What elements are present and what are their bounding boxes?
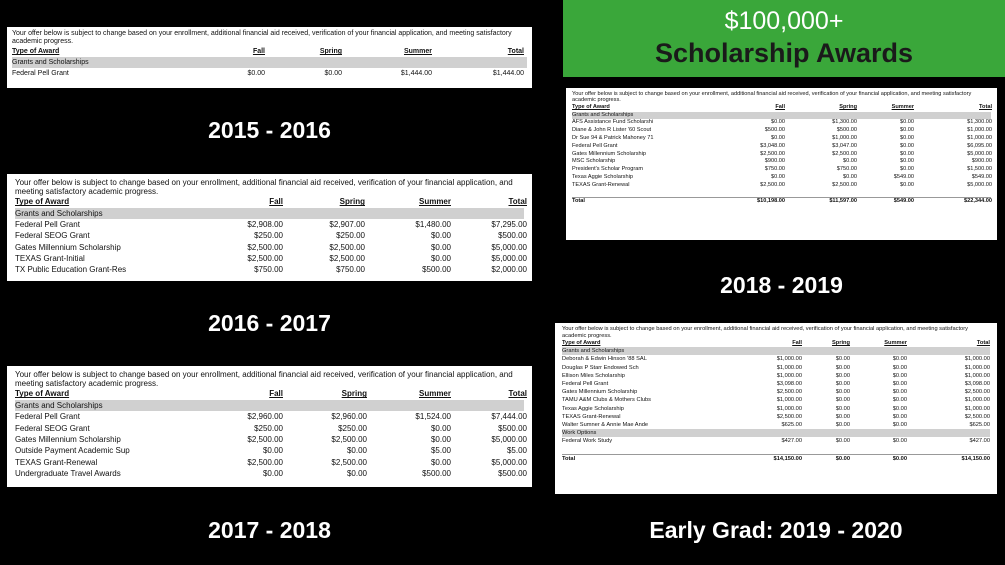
summer-amount: $0.00	[892, 438, 907, 445]
spring-amount: $0.00	[346, 469, 367, 479]
table-row	[572, 127, 991, 135]
total-amount: $3,098.00	[964, 381, 990, 388]
table-row	[562, 405, 990, 413]
award-name: Type of Award	[15, 197, 70, 207]
fall-amount: $10,198.00	[757, 198, 785, 205]
total-amount: $5,000.00	[491, 253, 527, 263]
table-row	[572, 135, 991, 143]
table-row	[572, 143, 991, 151]
spring-amount: $2,500.00	[331, 457, 367, 467]
spring-amount: $0.00	[835, 372, 850, 379]
total-amount: $1,500.00	[967, 166, 992, 173]
total-amount: Total	[979, 103, 992, 110]
award-name: Gates Millennium Scholarship	[15, 434, 121, 444]
table-row	[15, 445, 527, 456]
fall-amount: $500.00	[764, 127, 785, 134]
summer-amount: $0.00	[892, 389, 907, 396]
summer-amount: Summer	[403, 48, 432, 56]
total-amount: $1,444.00	[492, 70, 524, 78]
fall-amount: $0.00	[262, 469, 283, 479]
total-amount: $900.00	[971, 158, 992, 165]
spring-amount: Spring	[319, 48, 342, 56]
fall-amount: $750.00	[764, 166, 785, 173]
table-row	[562, 355, 990, 363]
scholarship-banner	[563, 0, 1005, 77]
table-row	[562, 396, 990, 404]
award-name: Walter Sumner & Annie Mae Ande	[562, 421, 649, 428]
fall-amount: $2,960.00	[247, 412, 283, 422]
total-amount: $549.00	[971, 174, 992, 181]
total-amount: $22,344.00	[964, 198, 992, 205]
summer-amount: $0.00	[900, 135, 914, 142]
table-row	[562, 380, 990, 388]
summer-amount: $0.00	[900, 181, 914, 188]
award-name: Total	[562, 455, 576, 462]
award-table	[15, 196, 527, 275]
total-amount: $625.00	[969, 421, 990, 428]
spring-amount: $0.00	[835, 455, 850, 462]
caption-2019: Early Grad: 2019 - 2020	[649, 517, 903, 543]
spring-amount: $0.00	[835, 356, 850, 363]
award-name: Texas Aggie Scholarship	[562, 405, 624, 412]
spring-amount: $0.00	[835, 389, 850, 396]
fall-amount: $2,500.00	[247, 457, 283, 467]
spring-amount: $0.00	[346, 446, 367, 456]
total-amount: $2,500.00	[964, 413, 990, 420]
award-name: MSC Scholarship	[572, 158, 616, 165]
table-row	[15, 457, 527, 468]
summer-amount: $0.00	[892, 356, 907, 363]
table-row	[15, 230, 527, 241]
award-panel-2018	[566, 88, 997, 240]
fall-amount: $1,000.00	[776, 356, 802, 363]
total-amount: $14,150.00	[961, 455, 990, 462]
intro-text: Your offer below is subject to change based on your enrollment, additional financial aid received, verification of your financial application, and meeting satisfactory academic progress.	[15, 178, 513, 197]
caption-2015: 2015 - 2016	[208, 117, 331, 143]
fall-amount: $0.00	[262, 446, 283, 456]
section-header	[562, 347, 990, 355]
total-amount: $2,500.00	[964, 389, 990, 396]
total-amount: $5,000.00	[491, 457, 527, 467]
award-table	[12, 46, 527, 79]
total-amount: $7,295.00	[491, 219, 527, 229]
summer-amount: $0.00	[430, 423, 451, 433]
spring-amount: $0.00	[835, 381, 850, 388]
section-header	[15, 400, 524, 411]
table-header	[562, 339, 990, 347]
summer-amount: $500.00	[422, 469, 451, 479]
table-row	[562, 421, 990, 429]
table-header	[15, 388, 527, 399]
fall-amount: $250.00	[254, 231, 283, 241]
total-amount: $500.00	[498, 423, 527, 433]
award-name: Grants and Scholarships	[562, 348, 625, 355]
table-row	[15, 219, 527, 230]
spring-amount: $0.00	[843, 174, 857, 181]
award-name: Deborah & Edwin Hinson '88 SAL	[562, 356, 647, 363]
summer-amount: Summer	[418, 197, 451, 207]
spring-amount: $1,300.00	[832, 119, 857, 126]
award-name: Grants and Scholarships	[572, 111, 634, 118]
award-name: TEXAS Grant-Renewal	[572, 181, 630, 188]
award-name: Grants and Scholarships	[15, 208, 103, 218]
award-name: Gates Millennium Scholarship	[562, 389, 638, 396]
table-row	[15, 253, 527, 264]
table-row	[15, 434, 527, 445]
spring-amount: Spring	[341, 389, 367, 399]
award-name: Work Options	[562, 430, 597, 437]
fall-amount: $427.00	[781, 438, 802, 445]
fall-amount: $250.00	[254, 423, 283, 433]
award-name: Total	[572, 198, 585, 205]
award-name: Douglas P Starr Endowed Sch	[562, 364, 639, 371]
award-name: Dr Sue 94 & Patrick Mahoney 71	[572, 135, 654, 142]
fall-amount: Fall	[775, 103, 785, 110]
total-amount: $7,444.00	[491, 412, 527, 422]
total-row	[572, 197, 991, 206]
spring-amount: $2,500.00	[329, 242, 365, 252]
fall-amount: Fall	[269, 389, 283, 399]
fall-amount: Fall	[269, 197, 283, 207]
spring-amount: $250.00	[338, 423, 367, 433]
award-name: Texas Aggie Scholarship	[572, 174, 633, 181]
spring-amount: $11,597.00	[829, 198, 857, 205]
spring-amount: $0.00	[835, 421, 850, 428]
table-row	[15, 242, 527, 253]
section-header	[15, 208, 524, 219]
total-amount: $6,095.00	[967, 142, 992, 149]
award-name: Federal Pell Grant	[562, 381, 609, 388]
award-name: Gates Millennium Scholarship	[15, 242, 121, 252]
intro-text: Your offer below is subject to change based on your enrollment, additional financial aid received, verification of your financial application, and meeting satisfactory academic progress.	[15, 370, 513, 389]
fall-amount: $14,150.00	[773, 455, 802, 462]
spacer	[572, 190, 991, 198]
award-name: Undergraduate Travel Awards	[15, 469, 121, 479]
award-name: Ellison Miles Scholarship	[562, 372, 625, 379]
spring-amount: $2,500.00	[329, 253, 365, 263]
summer-amount: $1,480.00	[415, 219, 451, 229]
section-header	[572, 112, 991, 120]
total-amount: $1,000.00	[967, 135, 992, 142]
summer-amount: $549.00	[893, 198, 914, 205]
award-name: Diane & John R Lister '60 Scout	[572, 127, 652, 134]
summer-amount: $0.00	[892, 405, 907, 412]
award-name: Type of Award	[572, 103, 610, 110]
summer-amount: $0.00	[892, 421, 907, 428]
summer-amount: $0.00	[900, 150, 914, 157]
caption-2018: 2018 - 2019	[720, 272, 843, 298]
total-amount: $1,000.00	[964, 372, 990, 379]
total-amount: Total	[508, 197, 527, 207]
fall-amount: $2,908.00	[247, 219, 283, 229]
table-row	[572, 119, 991, 127]
fall-amount: $1,000.00	[776, 405, 802, 412]
spring-amount: $0.00	[835, 364, 850, 371]
banner-title: Scholarship Awards	[654, 38, 914, 68]
spring-amount: $0.00	[835, 438, 850, 445]
total-amount: $5,000.00	[491, 434, 527, 444]
award-panel-2016	[7, 174, 532, 281]
award-name: TAMU A&M Clubs & Mothers Clubs	[562, 397, 652, 404]
fall-amount: $0.00	[771, 119, 785, 126]
total-amount: Total	[507, 48, 524, 56]
summer-amount: $1,524.00	[415, 412, 451, 422]
award-name: TEXAS Grant-Renewal	[15, 457, 98, 467]
summer-amount: $0.00	[900, 142, 914, 149]
table-row	[572, 174, 991, 182]
summer-amount: $0.00	[900, 119, 914, 126]
award-name: Federal Pell Grant	[572, 142, 618, 149]
section-header	[12, 57, 527, 68]
summer-amount: $0.00	[430, 242, 451, 252]
fall-amount: $2,500.00	[760, 181, 785, 188]
summer-amount: $0.00	[892, 455, 907, 462]
award-name: Type of Award	[562, 340, 601, 347]
fall-amount: $0.00	[771, 135, 785, 142]
summer-amount: Summer	[884, 340, 907, 347]
fall-amount: $2,500.00	[776, 413, 802, 420]
summer-amount: $1,444.00	[400, 70, 432, 78]
summer-amount: $0.00	[430, 457, 451, 467]
fall-amount: $2,500.00	[247, 434, 283, 444]
spring-amount: $0.00	[835, 397, 850, 404]
summer-amount: $0.00	[892, 397, 907, 404]
summer-amount: $0.00	[900, 127, 914, 134]
total-amount: Total	[976, 340, 990, 347]
spring-amount: $2,500.00	[832, 181, 857, 188]
intro-text: Your offer below is subject to change based on your enrollment, additional financial aid received, verification of your financial application, and meeting satisfactory academic progress.	[572, 91, 972, 104]
total-amount: $1,000.00	[967, 127, 992, 134]
total-amount: Total	[508, 389, 527, 399]
spring-amount: $0.00	[835, 413, 850, 420]
table-header	[12, 46, 527, 57]
total-amount: $1,000.00	[964, 397, 990, 404]
summer-amount: $0.00	[892, 413, 907, 420]
total-row	[562, 454, 990, 463]
total-amount: $500.00	[498, 231, 527, 241]
intro-text: Your offer below is subject to change based on your enrollment, additional financial aid received, verification of your financial application, and meeting satisfactory academic progress.	[562, 326, 968, 339]
total-amount: $5,000.00	[967, 181, 992, 188]
summer-amount: Summer	[418, 389, 451, 399]
table-row	[572, 158, 991, 166]
fall-amount: $0.00	[247, 70, 265, 78]
table-row	[572, 182, 991, 190]
summer-amount: $0.00	[430, 434, 451, 444]
award-name: Federal Work Study	[562, 438, 613, 445]
award-name: Type of Award	[15, 389, 70, 399]
award-name: TX Public Education Grant-Res	[15, 265, 127, 275]
table-row	[562, 372, 990, 380]
table-row	[562, 388, 990, 396]
summer-amount: $0.00	[900, 166, 914, 173]
spring-amount: $0.00	[324, 70, 342, 78]
table-row	[15, 468, 527, 479]
table-header	[15, 196, 527, 207]
spring-amount: $0.00	[835, 405, 850, 412]
caption-2016: 2016 - 2017	[208, 310, 331, 336]
award-name: President's Scholar Program	[572, 166, 644, 173]
award-table	[572, 104, 991, 206]
table-row	[15, 411, 527, 422]
table-header	[572, 104, 991, 112]
award-name: Federal Pell Grant	[15, 219, 80, 229]
spring-amount: $500.00	[836, 127, 857, 134]
spring-amount: $0.00	[843, 158, 857, 165]
fall-amount: $2,500.00	[247, 253, 283, 263]
table-row	[562, 364, 990, 372]
fall-amount: $0.00	[771, 174, 785, 181]
award-table	[15, 388, 527, 479]
fall-amount: Fall	[792, 340, 802, 347]
spring-amount: $750.00	[336, 265, 365, 275]
total-amount: $5.00	[506, 446, 527, 456]
summer-amount: $0.00	[892, 372, 907, 379]
award-name: Type of Award	[12, 48, 60, 56]
award-table	[562, 339, 990, 463]
summer-amount: $0.00	[430, 231, 451, 241]
fall-amount: Fall	[252, 48, 265, 56]
spring-amount: $750.00	[836, 166, 857, 173]
fall-amount: $2,500.00	[247, 242, 283, 252]
spring-amount: $2,960.00	[331, 412, 367, 422]
award-name: TEXAS Grant-Initial	[15, 253, 85, 263]
fall-amount: $3,048.00	[760, 142, 785, 149]
spacer	[562, 446, 990, 454]
award-panel-2017	[7, 366, 532, 487]
award-name: Grants and Scholarships	[12, 59, 89, 67]
total-amount: $500.00	[498, 469, 527, 479]
summer-amount: $0.00	[892, 364, 907, 371]
fall-amount: $750.00	[254, 265, 283, 275]
total-amount: $1,000.00	[964, 405, 990, 412]
summer-amount: $500.00	[422, 265, 451, 275]
summer-amount: $0.00	[900, 158, 914, 165]
spring-amount: Spring	[831, 340, 850, 347]
spring-amount: Spring	[339, 197, 365, 207]
award-name: Federal SEOG Grant	[15, 423, 90, 433]
fall-amount: $900.00	[764, 158, 785, 165]
spring-amount: $2,907.00	[329, 219, 365, 229]
spring-amount: $3,047.00	[832, 142, 857, 149]
intro-text: Your offer below is subject to change based on your enrollment, additional financial aid received, verification of your financial application, and meeting satisfactory academic progress.	[12, 30, 512, 46]
total-amount: $427.00	[969, 438, 990, 445]
spring-amount: Spring	[839, 103, 857, 110]
spring-amount: $1,000.00	[832, 135, 857, 142]
award-panel-2015	[7, 27, 532, 88]
total-amount: $1,300.00	[967, 119, 992, 126]
award-name: Gates Millennium Scholarship	[572, 150, 646, 157]
fall-amount: $1,000.00	[776, 364, 802, 371]
fall-amount: $2,500.00	[760, 150, 785, 157]
table-row	[562, 437, 990, 445]
section-header	[562, 429, 990, 437]
fall-amount: $3,098.00	[776, 381, 802, 388]
award-name: Federal Pell Grant	[15, 412, 80, 422]
fall-amount: $625.00	[781, 421, 802, 428]
table-row	[572, 151, 991, 159]
award-name: Outside Payment Academic Sup	[15, 446, 130, 456]
total-amount: $1,000.00	[964, 364, 990, 371]
award-name: AFS Assistance Fund Scholarshi	[572, 119, 654, 126]
summer-amount: $549.00	[893, 174, 914, 181]
table-row	[15, 264, 527, 275]
summer-amount: $5.00	[430, 446, 451, 456]
summer-amount: $0.00	[892, 381, 907, 388]
award-name: Federal SEOG Grant	[15, 231, 90, 241]
table-row	[15, 423, 527, 434]
award-panel-2019	[555, 323, 997, 494]
spring-amount: $2,500.00	[832, 150, 857, 157]
table-row	[572, 166, 991, 174]
total-amount: $2,000.00	[491, 265, 527, 275]
total-amount: $5,000.00	[967, 150, 992, 157]
fall-amount: $1,000.00	[776, 397, 802, 404]
total-amount: $5,000.00	[491, 242, 527, 252]
spring-amount: $250.00	[336, 231, 365, 241]
banner-amount: $100,000+	[724, 7, 844, 35]
fall-amount: $2,500.00	[776, 389, 802, 396]
fall-amount: $1,000.00	[776, 372, 802, 379]
table-row	[562, 413, 990, 421]
award-name: Grants and Scholarships	[15, 400, 103, 410]
award-name: TEXAS Grant-Renewal	[562, 413, 621, 420]
summer-amount: Summer	[891, 103, 914, 110]
summer-amount: $0.00	[430, 253, 451, 263]
award-name: Federal Pell Grant	[12, 70, 69, 78]
total-amount: $1,000.00	[964, 356, 990, 363]
table-row	[12, 68, 527, 79]
spring-amount: $2,500.00	[331, 434, 367, 444]
caption-2017: 2017 - 2018	[208, 517, 331, 543]
